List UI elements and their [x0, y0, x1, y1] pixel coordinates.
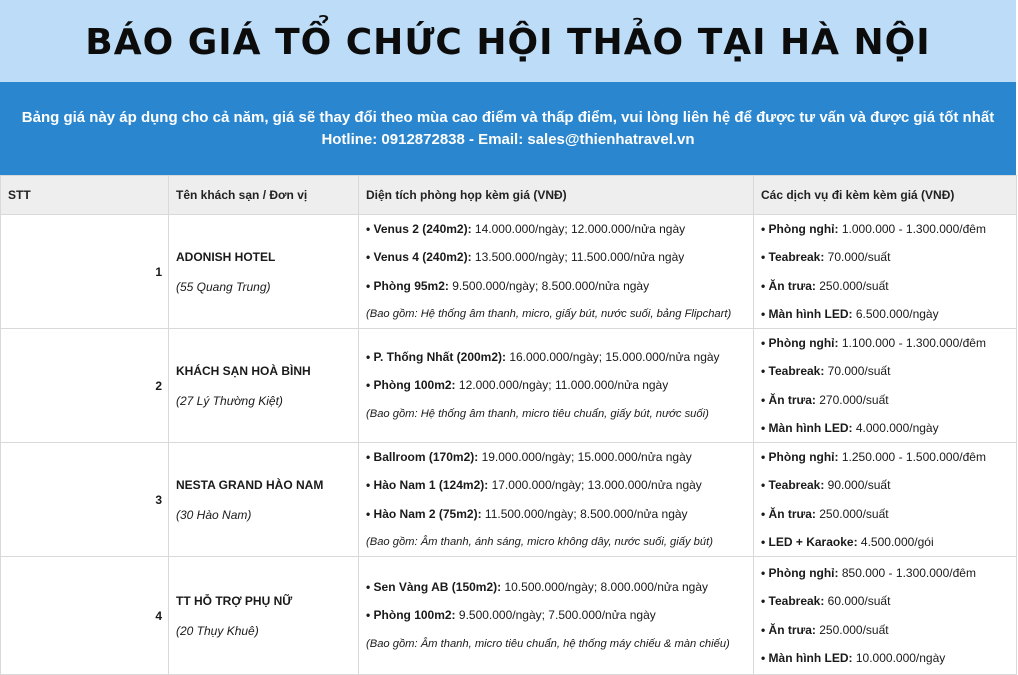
notice-banner: [0, 82, 1016, 175]
header-hotel: Tên khách sạn / Đơn vị: [169, 176, 359, 215]
service-price-item: [761, 329, 1009, 357]
service-price-item: [761, 357, 1009, 385]
room-price: 9.500.000/ngày; 7.500.000/nửa ngày: [455, 608, 656, 623]
service-price-item: [761, 644, 1009, 672]
table-header: [1, 176, 1017, 215]
service-price: 1.250.000 - 1.500.000/đêm: [838, 450, 986, 464]
room-label: • Sen Vàng AB (150m2):: [366, 580, 502, 595]
service-price-item: [761, 300, 1009, 328]
rooms-cell: [359, 329, 754, 443]
room-price: 11.500.000/ngày; 8.500.000/nửa ngày: [481, 506, 688, 521]
service-label: • Teabreak:: [761, 364, 825, 379]
rooms-included-note: (Bao gồm: Hệ thống âm thanh, micro, giấy bút, nước suối, bảng Flipchart): [366, 307, 732, 320]
room-label: • Hào Nam 2 (75m2):: [366, 506, 482, 521]
rooms-cell: [359, 215, 754, 329]
room-price-item: [366, 371, 746, 399]
service-label: • Ăn trưa:: [761, 392, 816, 407]
table-row: [1, 329, 1017, 443]
service-price: 1.000.000 - 1.300.000/đêm: [838, 222, 986, 236]
services-cell: [754, 443, 1017, 557]
table-row: [1, 557, 1017, 675]
service-price-item: [761, 443, 1009, 471]
service-price-item: [761, 215, 1009, 243]
services-cell: [754, 329, 1017, 443]
row-number: 1: [1, 215, 169, 329]
service-price: 60.000/suất: [824, 594, 891, 609]
service-label: • Màn hình LED:: [761, 306, 853, 321]
room-price-item: [366, 573, 746, 601]
service-label: • Teabreak:: [761, 594, 825, 609]
room-price: 9.500.000/ngày; 8.500.000/nửa ngày: [448, 278, 650, 293]
room-price: 14.000.000/ngày; 12.000.000/nửa ngày: [471, 222, 686, 236]
room-price: 19.000.000/ngày; 15.000.000/nửa ngày: [478, 450, 692, 464]
room-label: • Ballroom (170m2):: [366, 450, 479, 464]
hotel-name: ADONISH HOTEL: [176, 249, 276, 264]
service-price-item: [761, 559, 1009, 587]
room-label: • Venus 4 (240m2):: [366, 250, 472, 265]
services-cell: [754, 557, 1017, 675]
row-number: 3: [1, 443, 169, 557]
room-label: • Phòng 95m2:: [366, 278, 449, 293]
room-label: • Hào Nam 1 (124m2):: [366, 478, 489, 493]
service-price: 6.500.000/ngày: [852, 306, 939, 321]
hotel-cell: [169, 443, 359, 557]
room-price-item: [366, 272, 746, 300]
table-header-row: [1, 176, 1017, 215]
room-price-item: [366, 243, 746, 271]
rooms-cell: [359, 443, 754, 557]
service-price: 4.000.000/ngày: [852, 420, 939, 435]
room-label: • Venus 2 (240m2):: [366, 222, 472, 236]
room-price: 17.000.000/ngày; 13.000.000/nửa ngày: [488, 478, 702, 493]
table-row: [1, 443, 1017, 557]
service-label: • Màn hình LED:: [761, 420, 853, 435]
service-price: 4.500.000/gói: [857, 534, 934, 549]
service-label: • Teabreak:: [761, 478, 825, 493]
hotel-cell: [169, 215, 359, 329]
service-label: • Ăn trưa:: [761, 622, 816, 637]
service-price: 250.000/suất: [815, 506, 889, 521]
service-price: 90.000/suất: [824, 478, 891, 493]
page-title: BÁO GIÁ TỔ CHỨC HỘI THẢO TẠI HÀ NỘI: [85, 21, 931, 63]
header-stt: STT: [1, 176, 169, 215]
service-price-item: [761, 500, 1009, 528]
service-price: 10.000.000/ngày: [852, 650, 946, 665]
room-price-item: [366, 443, 746, 471]
row-number: 2: [1, 329, 169, 443]
room-label: • Phòng 100m2:: [366, 608, 456, 623]
service-price: 850.000 - 1.300.000/đêm: [838, 566, 976, 580]
room-label: • P. Thống Nhất (200m2):: [366, 350, 506, 365]
service-price-item: [761, 272, 1009, 300]
hotel-address: (55 Quang Trung): [176, 279, 271, 294]
service-price-item: [761, 243, 1009, 271]
room-price: 12.000.000/ngày; 11.000.000/nửa ngày: [455, 378, 669, 393]
room-price-item: [366, 601, 746, 629]
room-price-item: [366, 343, 746, 371]
service-label: • Teabreak:: [761, 250, 825, 265]
service-price-item: [761, 528, 1009, 556]
service-price: 270.000/suất: [815, 392, 889, 407]
row-number: 4: [1, 557, 169, 675]
service-label: • Ăn trưa:: [761, 278, 816, 293]
hotel-name: KHÁCH SẠN HOÀ BÌNH: [176, 363, 311, 378]
service-price: 1.100.000 - 1.300.000/đêm: [838, 336, 986, 350]
service-price-item: [761, 471, 1009, 499]
price-table: [0, 175, 1017, 675]
service-label: • LED + Karaoke:: [761, 534, 858, 549]
hotel-address: (27 Lý Thường Kiệt): [176, 393, 283, 408]
room-price-item: [366, 215, 746, 243]
room-label: • Phòng 100m2:: [366, 378, 456, 393]
service-label: • Phòng nghỉ:: [761, 450, 839, 464]
title-banner: [0, 0, 1016, 82]
service-price: 250.000/suất: [815, 622, 889, 637]
hotel-name: TT HỖ TRỢ PHỤ NỮ: [176, 593, 293, 608]
service-price-item: [761, 414, 1009, 442]
service-label: • Phòng nghỉ:: [761, 222, 839, 236]
service-price: 70.000/suất: [824, 364, 891, 379]
notice-contact-line: Hotline: 0912872838 - Email: sales@thienhatravel.vn: [321, 130, 695, 148]
hotel-address: (20 Thụy Khuê): [176, 623, 259, 638]
service-label: • Phòng nghỉ:: [761, 336, 839, 350]
rooms-included-note: (Bao gồm: Âm thanh, ánh sáng, micro không dây, nước suối, giấy bút): [366, 535, 713, 548]
room-price: 13.500.000/ngày; 11.500.000/nửa ngày: [471, 250, 685, 265]
table-row: [1, 215, 1017, 329]
hotel-name: NESTA GRAND HÀO NAM: [176, 477, 324, 492]
room-price-item: [366, 500, 746, 528]
rooms-included-note: (Bao gồm: Âm thanh, micro tiêu chuẩn, hệ thống máy chiếu & màn chiếu): [366, 637, 730, 650]
notice-line-1: Bảng giá này áp dụng cho cả năm, giá sẽ thay đổi theo mùa cao điểm và thấp điểm, vui lòng liên hệ để được tư vấn và được giá tốt nhất: [21, 108, 995, 126]
room-price: 10.500.000/ngày; 8.000.000/nửa ngày: [501, 580, 708, 595]
service-price: 70.000/suất: [824, 250, 891, 265]
rooms-included-note: (Bao gồm: Hệ thống âm thanh, micro tiêu chuẩn, giấy bút, nước suối): [366, 407, 709, 420]
service-price-item: [761, 616, 1009, 644]
service-label: • Ăn trưa:: [761, 506, 816, 521]
rooms-cell: [359, 557, 754, 675]
room-price: 16.000.000/ngày; 15.000.000/nửa ngày: [506, 350, 720, 365]
service-price-item: [761, 386, 1009, 414]
service-price: 250.000/suất: [815, 278, 889, 293]
table-body: [1, 215, 1017, 675]
hotel-address: (30 Hào Nam): [176, 507, 252, 522]
hotel-cell: [169, 329, 359, 443]
room-price-item: [366, 471, 746, 499]
services-cell: [754, 215, 1017, 329]
header-services: Các dịch vụ đi kèm kèm giá (VNĐ): [754, 176, 1017, 215]
service-label: • Màn hình LED:: [761, 650, 853, 665]
hotel-cell: [169, 557, 359, 675]
service-label: • Phòng nghỉ:: [761, 566, 839, 580]
header-rooms: Diện tích phòng họp kèm giá (VNĐ): [359, 176, 754, 215]
service-price-item: [761, 587, 1009, 615]
